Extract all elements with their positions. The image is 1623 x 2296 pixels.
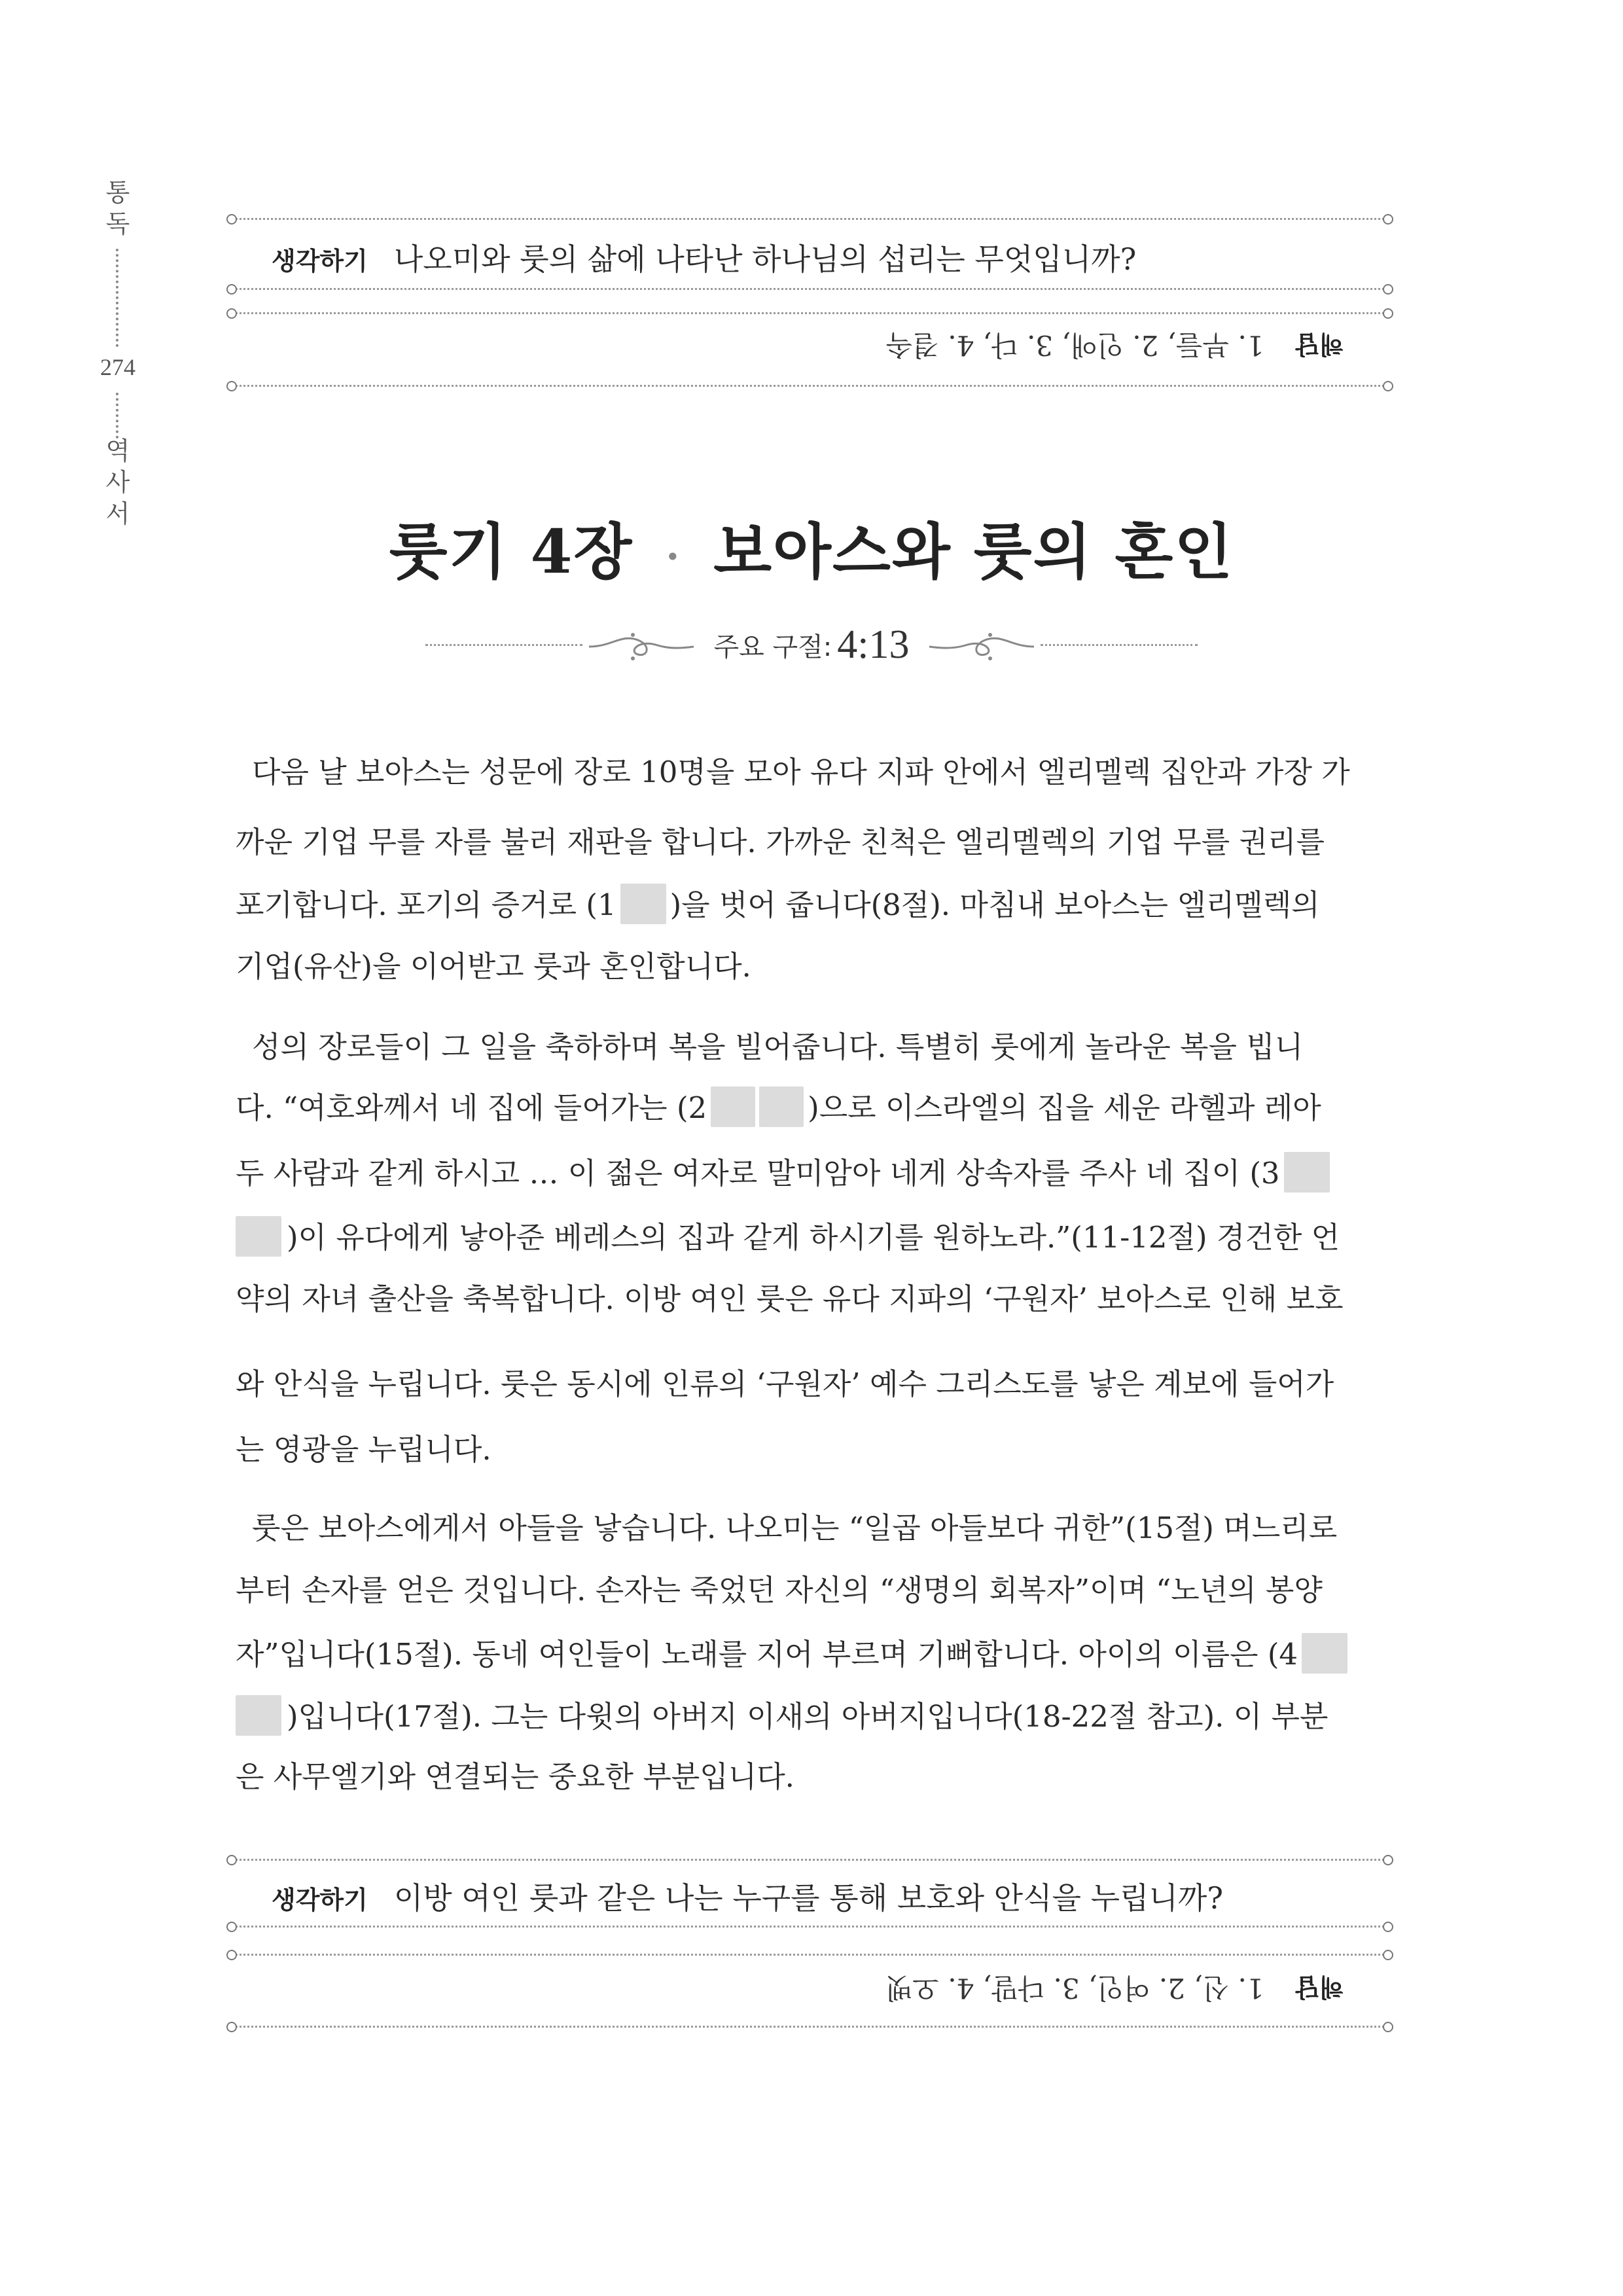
- dotted-rule: [236, 385, 1384, 387]
- blank-lead-text: 포기합니다. 포기의 증거로 (1: [236, 888, 616, 922]
- dotted-rule: [236, 2026, 1384, 2028]
- flourish-left-icon: [586, 626, 697, 665]
- running-head-char: 서: [105, 499, 130, 528]
- flourish-right-icon: [926, 626, 1037, 665]
- answer-label: 해답: [1295, 1973, 1344, 2001]
- body-line-with-blank: [236, 1695, 1384, 1736]
- fill-in-blank-4b: [236, 1695, 281, 1736]
- answer-text: 1. 부들, 2. 인애, 3. 다, 4. 결속: [885, 329, 1264, 361]
- dotted-rule: [236, 1859, 1384, 1861]
- body-line: 약의 자녀 출산을 축복합니다. 이방 여인 룻은 유다 지파의 ‘구원자’ 보아스로 인해 보호: [236, 1282, 1344, 1316]
- body-line: 은 사무엘기와 연결되는 중요한 부분입니다.: [236, 1759, 794, 1794]
- ornament-dotted-line: [425, 644, 582, 646]
- fill-in-blank-4a: [1302, 1633, 1347, 1674]
- think-label: 생각하기: [272, 247, 368, 276]
- running-head-char: 독: [105, 209, 130, 238]
- body-line: 는 영광을 누립니다.: [236, 1432, 491, 1467]
- key-verse-label: 주요 구절:: [713, 632, 832, 662]
- fill-in-blank-2b: [759, 1086, 804, 1127]
- key-verse-reference: 4:13: [837, 622, 910, 667]
- body-line: 와 안식을 누립니다. 룻은 동시에 인류의 ‘구원자’ 예수 그리스도를 낳은 계보에 들어가: [236, 1367, 1334, 1401]
- running-head-char: 통: [105, 178, 130, 207]
- running-head-divider: [116, 249, 118, 347]
- think-question: 이방 여인 룻과 같은 나는 누구를 통해 보호와 안식을 누립니까?: [393, 1880, 1224, 1916]
- blank-lead-text: 자”입니다(15절). 동네 여인들이 노래를 지어 부르며 기뻐합니다. 아이의 이름은 (4: [236, 1637, 1298, 1672]
- page-number: 274: [100, 354, 135, 380]
- think-question: 나오미와 룻의 삶에 나타난 하나님의 섭리는 무엇입니까?: [393, 242, 1137, 277]
- key-verse: [0, 622, 1623, 668]
- running-head-char: 사: [105, 468, 130, 497]
- answer-box-2: [236, 1970, 1384, 2009]
- blank-trail-text: )이 유다에게 낳아준 베레스의 집과 같게 하시기를 원하노라.”(11-12절) 경건한 언: [287, 1220, 1340, 1255]
- fill-in-blank-3b: [236, 1216, 281, 1257]
- blank-trail-text: )을 벗어 줍니다(8절). 마침내 보아스는 엘리멜렉의: [669, 888, 1320, 922]
- dotted-rule: [236, 218, 1384, 220]
- chapter-title-left: 룻기 4장: [389, 516, 633, 587]
- blank-lead-text: 두 사람과 같게 하시고 … 이 젊은 여자로 말미암아 네게 상속자를 주사 네 집이 (3: [236, 1156, 1280, 1191]
- dotted-rule: [236, 1926, 1384, 1928]
- body-line-with-blank: [236, 1152, 1384, 1193]
- dotted-rule: [236, 1954, 1384, 1956]
- body-line: 기업(유산)을 이어받고 룻과 혼인합니다.: [236, 949, 751, 984]
- dotted-rule: [236, 288, 1384, 290]
- body-line: 부터 손자를 얻은 것입니다. 손자는 죽었던 자신의 “생명의 회복자”이며 “노년의 봉양: [236, 1573, 1323, 1607]
- think-box-2: [272, 1874, 1223, 1918]
- fill-in-blank-3a: [1284, 1152, 1330, 1193]
- answer-box-1: [236, 327, 1384, 367]
- think-label: 생각하기: [272, 1886, 368, 1914]
- body-line: 룻은 보아스에게서 아들을 낳습니다. 나오미는 “일곱 아들보다 귀한”(15절) 며느리로: [252, 1511, 1338, 1545]
- body-line: 다음 날 보아스는 성문에 장로 10명을 모아 유다 지파 안에서 엘리멜렉 집안과 가장 가: [252, 755, 1350, 789]
- think-box-1: [272, 236, 1136, 279]
- fill-in-blank-1: [620, 884, 666, 924]
- running-head-divider: [116, 393, 118, 439]
- running-head-char: 역: [105, 437, 130, 465]
- blank-trail-text: )으로 이스라엘의 집을 세운 라헬과 레아: [808, 1090, 1321, 1125]
- chapter-title: [0, 504, 1623, 590]
- chapter-title-separator: ·: [666, 534, 681, 581]
- fill-in-blank-2a: [711, 1086, 755, 1127]
- answer-text: 1. 신, 2. 여인, 3. 다말, 4. 오벳: [885, 1972, 1264, 2004]
- body-line-with-blank: [236, 1633, 1384, 1674]
- body-line: 까운 기업 무를 자를 불러 재판을 합니다. 가까운 친척은 엘리멜렉의 기업 무를 권리를: [236, 825, 1325, 859]
- chapter-title-right: 보아스와 룻의 혼인: [713, 516, 1234, 587]
- ornament-dotted-line: [1041, 644, 1198, 646]
- blank-lead-text: 다. “여호와께서 네 집에 들어가는 (2: [236, 1090, 707, 1125]
- blank-trail-text: )입니다(17절). 그는 다윗의 아버지 이새의 아버지입니다(18-22절 참고). 이 부분: [287, 1699, 1329, 1734]
- body-line-with-blank: [236, 884, 1384, 925]
- body-line-with-blank: [236, 1216, 1384, 1257]
- body-line-with-blank: [236, 1086, 1384, 1128]
- dotted-rule: [236, 312, 1384, 314]
- running-head-section: [92, 177, 144, 240]
- body-line: 성의 장로들이 그 일을 축하하며 복을 빌어줍니다. 특별히 룻에게 놀라운 복을 빕니: [252, 1030, 1304, 1064]
- answer-label: 해답: [1295, 330, 1344, 359]
